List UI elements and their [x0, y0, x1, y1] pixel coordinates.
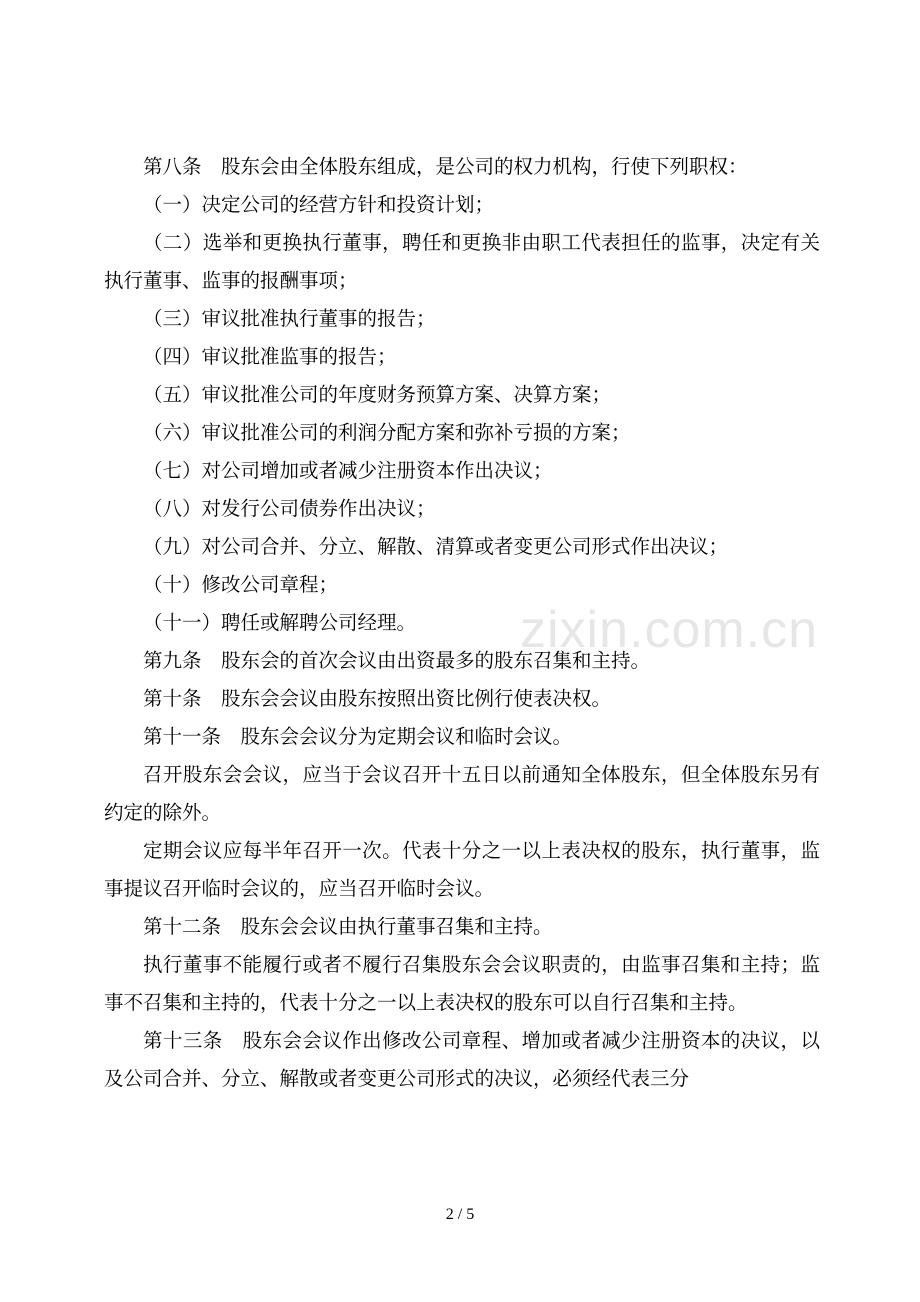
paragraph-item-9: （九）对公司合并、分立、解散、清算或者变更公司形式作出决议； [143, 535, 729, 558]
paragraph-item-8: （八）对发行公司债券作出决议； [143, 497, 436, 520]
paragraph-article-13: 第十三条 股东会会议作出修改公司章程、增加或者减少注册资本的决议，以及公司合并、分立、解散或者变更公司形式的决议，必须经代表三分 [104, 1029, 820, 1090]
paragraph-item-10: （十）修改公司章程； [143, 573, 339, 596]
paragraph-item-5: （五）审议批准公司的年度财务预算方案、决算方案； [143, 383, 612, 406]
paragraph-item-3: （三）审议批准执行董事的报告； [143, 307, 436, 330]
paragraph-item-2: （二）选举和更换执行董事，聘任和更换非由职工代表担任的监事，决定有关执行董事、监事的报酬事项； [104, 231, 820, 292]
watermark: zixin.com.cn [520, 601, 819, 659]
paragraph-item-11: （十一）聘任或解聘公司经理。 [143, 611, 417, 634]
paragraph-article-10: 第十条 股东会会议由股东按照出资比例行使表决权。 [143, 687, 612, 710]
paragraph-article-9: 第九条 股东会的首次会议由出资最多的股东召集和主持。 [143, 649, 651, 672]
paragraph-item-4: （四）审议批准监事的报告； [143, 345, 397, 368]
paragraph-item-7: （七）对公司增加或者减少注册资本作出决议； [143, 459, 553, 482]
paragraph-item-1: （一）决定公司的经营方针和投资计划； [143, 193, 495, 216]
paragraph-article-8: 第八条 股东会由全体股东组成，是公司的权力机构，行使下列职权： [143, 155, 748, 178]
paragraph-regular-meeting: 定期会议应每半年召开一次。代表十分之一以上表决权的股东，执行董事，监事提议召开临时会议的，应当召开临时会议。 [104, 839, 820, 900]
paragraph-article-11: 第十一条 股东会会议分为定期会议和临时会议。 [143, 725, 573, 748]
paragraph-item-6: （六）审议批准公司的利润分配方案和弥补亏损的方案； [143, 421, 631, 444]
paragraph-convening-duty: 执行董事不能履行或者不履行召集股东会会议职责的，由监事召集和主持；监事不召集和主持的，代表十分之一以上表决权的股东可以自行召集和主持。 [104, 953, 820, 1014]
paragraph-article-12: 第十二条 股东会会议由执行董事召集和主持。 [143, 915, 553, 938]
paragraph-meeting-notice: 召开股东会会议，应当于会议召开十五日以前通知全体股东，但全体股东另有约定的除外。 [104, 763, 820, 824]
page-number: 2 / 5 [445, 1206, 475, 1223]
